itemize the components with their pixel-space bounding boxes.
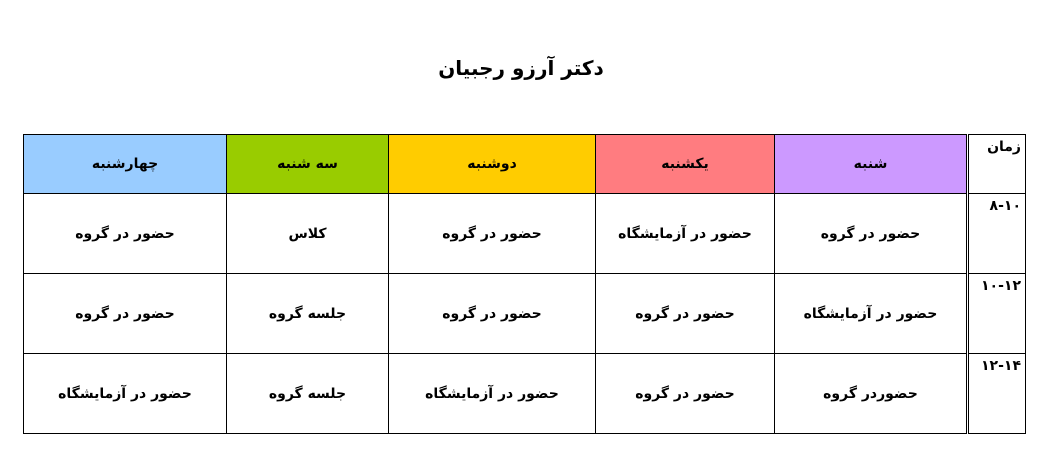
table-row — [24, 354, 1026, 434]
cell-wednesday: حضور در گروه — [24, 194, 227, 274]
schedule-table — [23, 134, 1026, 434]
header-tuesday: سه شنبه — [227, 135, 389, 194]
cell-tuesday: جلسه گروه — [227, 274, 389, 354]
cell-tuesday: کلاس — [227, 194, 389, 274]
cell-sunday: حضور در گروه — [596, 274, 775, 354]
table-row — [24, 274, 1026, 354]
header-sunday: یکشنبه — [596, 135, 775, 194]
cell-sunday: حضور در گروه — [596, 354, 775, 434]
cell-tuesday: جلسه گروه — [227, 354, 389, 434]
cell-time: ۸-۱۰ — [969, 194, 1026, 274]
header-saturday: شنبه — [775, 135, 967, 194]
cell-monday: حضور در آزمایشگاه — [389, 354, 596, 434]
cell-saturday: حضوردر گروه — [775, 354, 967, 434]
cell-time: ۱۰-۱۲ — [969, 274, 1026, 354]
header-monday: دوشنبه — [389, 135, 596, 194]
cell-monday: حضور در گروه — [389, 274, 596, 354]
cell-wednesday: حضور در آزمایشگاه — [24, 354, 227, 434]
header-wednesday: چهارشنبه — [24, 135, 227, 194]
page-title: دکتر آرزو رجبیان — [438, 56, 604, 80]
cell-wednesday: حضور در گروه — [24, 274, 227, 354]
cell-monday: حضور در گروه — [389, 194, 596, 274]
cell-saturday: حضور در آزمایشگاه — [775, 274, 967, 354]
table-row — [24, 194, 1026, 274]
header-row — [24, 135, 1026, 194]
cell-sunday: حضور در آزمایشگاه — [596, 194, 775, 274]
cell-saturday: حضور در گروه — [775, 194, 967, 274]
cell-time: ۱۲-۱۴ — [969, 354, 1026, 434]
header-time: زمان — [969, 135, 1026, 194]
